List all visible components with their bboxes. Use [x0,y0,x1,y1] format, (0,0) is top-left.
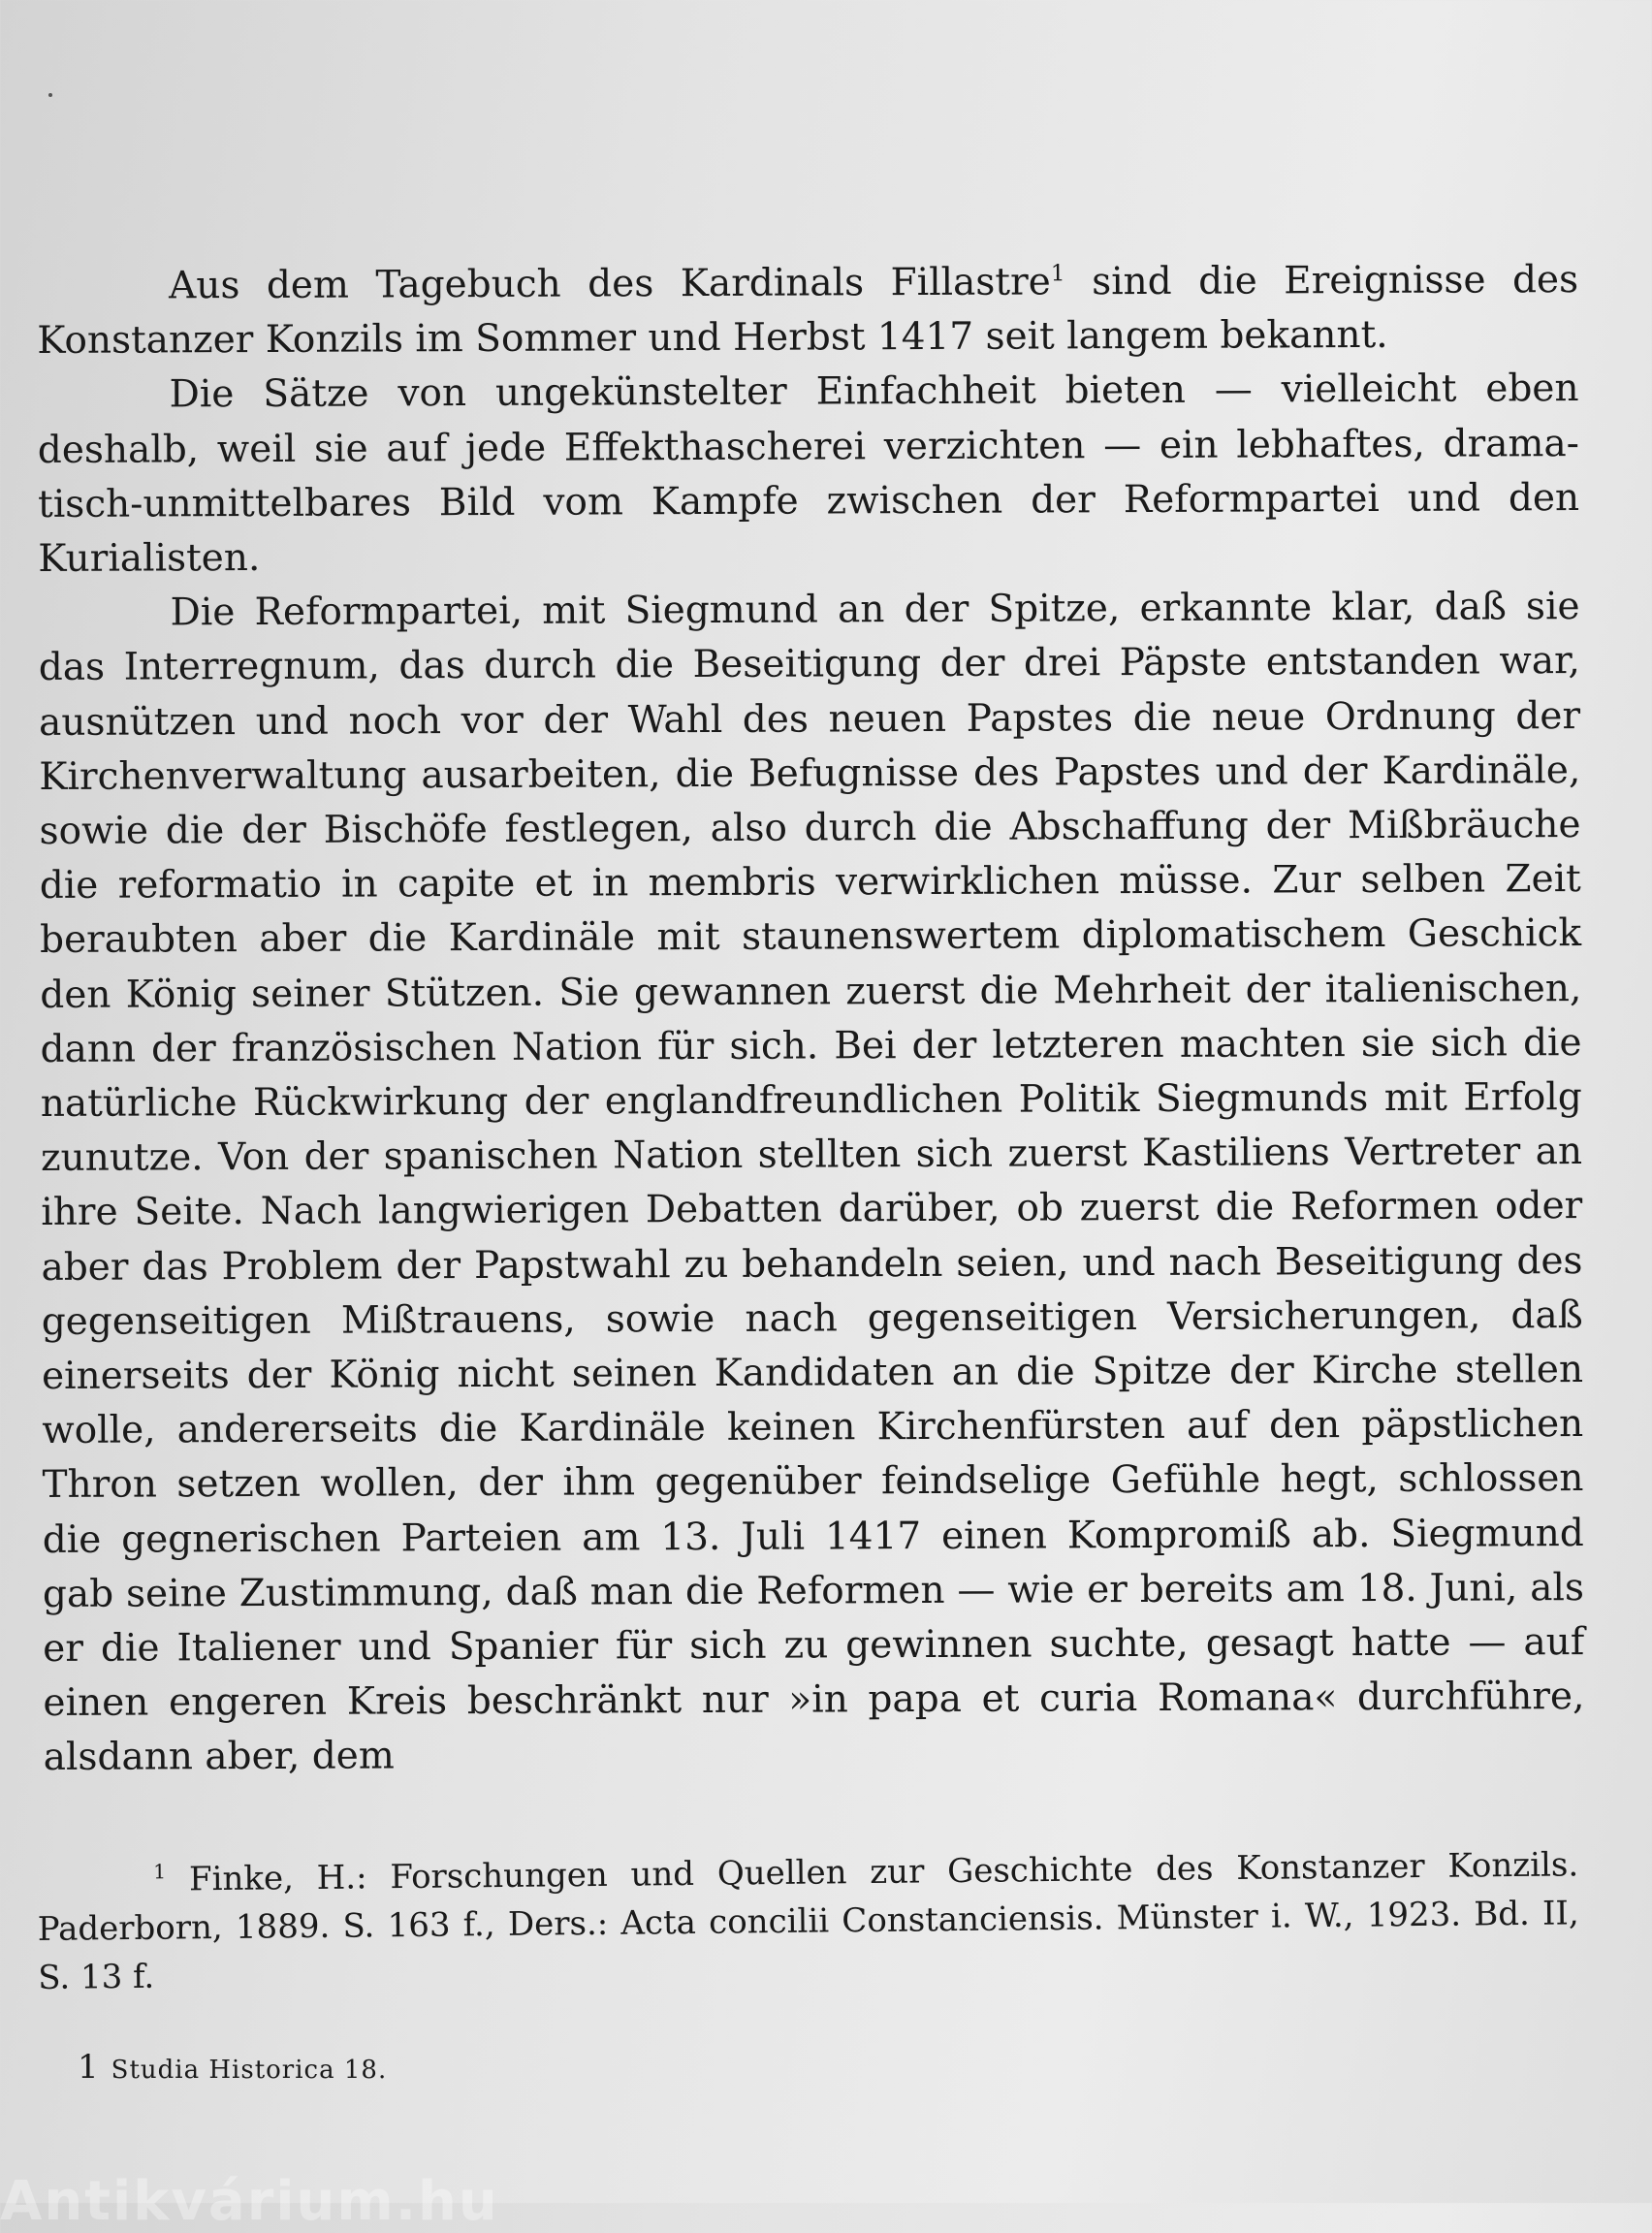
footnote-text: Finke, H.: Forschungen und Quellen zur Geschichte des Konstanzer Konzils. Paderborn, 1889. S. 163 f., Ders.: Acta concilii Constanciensis. Münster i. W., 1923. Bd. II, S. 13 f. [37,1845,1579,1997]
page-footer [78,2048,387,2087]
paragraph-1-text: Aus dem Tagebuch des Kardinals Fillastre [169,260,1051,308]
paragraph-1-text-cont: sind die Ereignisse des Konstanzer Konzils im Sommer und Herbst 1417 seit langem bekannt. [37,258,1579,364]
watermark: Antikvárium.hu [0,2170,499,2233]
footnote [37,1840,1579,2002]
paragraph-2: Die Sätze von ungekünstelter Einfachheit bieten — vielleicht eben deshalb, weil sie auf jede Effekthascherei verzichten — ein lebhaftes, dramatisch-unmittelbares Bild vom Kampfe zwischen der Reformpartei und den Kurialisten. [37,367,1580,582]
footnote-reference: 1 [1050,259,1065,287]
paragraph-1 [37,253,1578,368]
footnote-marker: 1 [153,1860,167,1884]
paragraph-3: Die Reformpartei, mit Siegmund an der Spitze, erkannte klar, daß sie das Interregnum, das durch die Beseitigung der drei Päpste entstanden war, ausnützen und noch vor der Wahl des neuen Papstes die neue Ordnung der Kirchenverwaltung ausarbeiten, die Befugnisse des Papstes und der Kardinäle, sowie die der Bischöfe festlegen, also durch die Abschaffung der Mißbräuche die reformatio in capite et in membris verwirklichen müsse. Zur selben Zeit beraubten aber die Kardinäle mit staunenswertem diplomatischem Geschick den König seiner Stützen. Sie gewannen zuerst die Mehrheit der italienischen, dann der französischen Nation für sich. Bei der letzteren machten sie sich die natürliche Rückwirkung der englandfreundlichen Politik Siegmunds mit Erfolg zunutze. Von der spanischen Nation stellten sich zuerst Kastiliens Vertreter an ihre Seite. Nach langwierigen Debatten darüber, ob zuerst die Reformen oder aber das Problem der Papstwahl zu behandeln seien, und nach Beseitigung des gegenseitigen Mißtrauens, sowie nach gegenseitigen Versicherungen, daß einerseits der König nicht seinen Kandidaten an die Spitze der Kirche stellen wolle, andererseits die Kardinäle keinen Kirchenfürsten auf den päpstlichen Thron setzen wollen, der ihm gegenüber feindselige Gefühle hegt, schlossen die gegnerischen Parteien am 13. Juli 1417 einen Kompromiß ab. Siegmund gab seine Zustimmung, daß man die Reformen — wie er bereits am 18. Juni, als er die Italiener und Spanier für sich zu gewinnen suchte, gesagt hatte — auf einen engeren Kreis beschränkt nur »in papa et curia Romana« durchführe, alsdann aber, dem [38,585,1585,1780]
series-title: Studia Historica 18. [111,2056,388,2085]
main-text [37,253,1585,1786]
signature-number: 1 [78,2048,100,2087]
dust-speck [48,93,52,97]
